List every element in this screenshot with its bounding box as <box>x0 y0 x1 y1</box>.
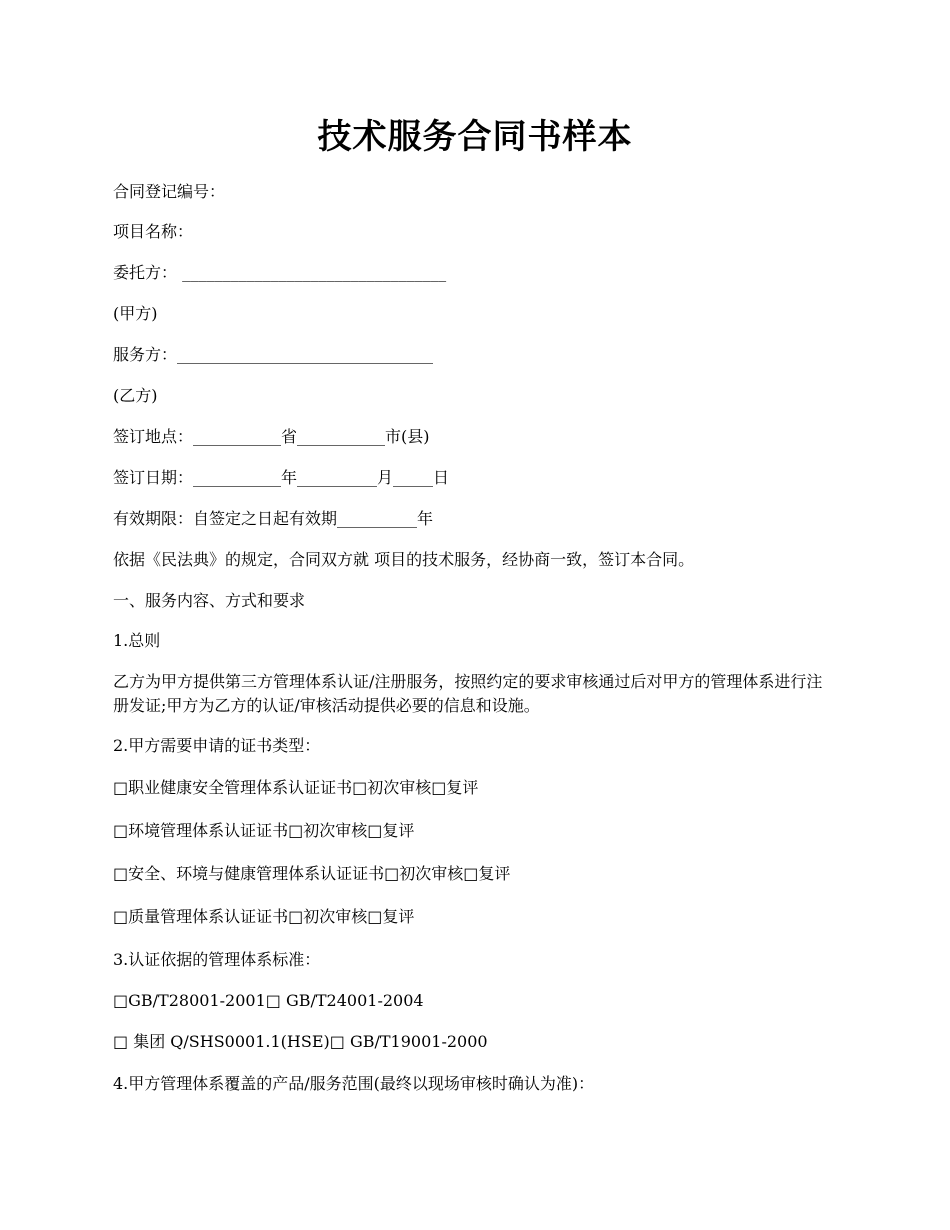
contract-registration-number: 合同登记编号： <box>113 182 226 201</box>
contract-basis: 依据《民法典》的规定，合同双方就 项目的技术服务，经协商一致，签订本合同。 <box>113 550 695 569</box>
section-1-heading: 一、服务内容、方式和要求 <box>113 591 306 610</box>
certificate-option-ohsms: □职业健康安全管理体系认证证书□初次审核□复评 <box>113 778 479 797</box>
party-b-label: (乙方) <box>113 386 158 405</box>
standard-option-row-2: □ 集团 Q/SHS0001.1(HSE)□ GB/T19001-2000 <box>113 1032 488 1051</box>
validity-period: 有效期限：自签定之日起有效期__________年 <box>113 509 434 528</box>
party-a-label: (甲方) <box>113 304 158 323</box>
certificate-option-qms: □质量管理体系认证证书□初次审核□复评 <box>113 907 415 926</box>
section-3-heading: 3.认证依据的管理体系标准： <box>113 950 321 969</box>
document-title: 技术服务合同书样本 <box>317 117 633 157</box>
client-party-line: 委托方： _________________________________ <box>113 263 447 282</box>
section-2-heading: 2.甲方需要申请的证书类型： <box>113 736 321 755</box>
signing-date: 签订日期：___________年__________月_____日 <box>113 468 450 487</box>
section-1-1-heading: 1.总则 <box>113 631 161 650</box>
signing-location: 签订地点：___________省___________市(县) <box>113 427 430 446</box>
standard-option-row-1: □GB/T28001-2001□ GB/T24001-2004 <box>113 991 424 1010</box>
certificate-option-ems: □环境管理体系认证证书□初次审核□复评 <box>113 821 415 840</box>
general-provisions-paragraph: 乙方为甲方提供第三方管理体系认证/注册服务，按照约定的要求审核通过后对甲方的管理体系进行注册发证;甲方为乙方的认证/审核活动提供必要的信息和设施。 <box>113 672 823 715</box>
certificate-option-hse: □安全、环境与健康管理体系认证证书□初次审核□复评 <box>113 864 511 883</box>
section-4-heading: 4.甲方管理体系覆盖的产品/服务范围(最终以现场审核时确认为准)： <box>113 1074 595 1093</box>
service-party-line: 服务方：________________________________ <box>113 345 434 364</box>
project-name: 项目名称： <box>113 222 194 241</box>
